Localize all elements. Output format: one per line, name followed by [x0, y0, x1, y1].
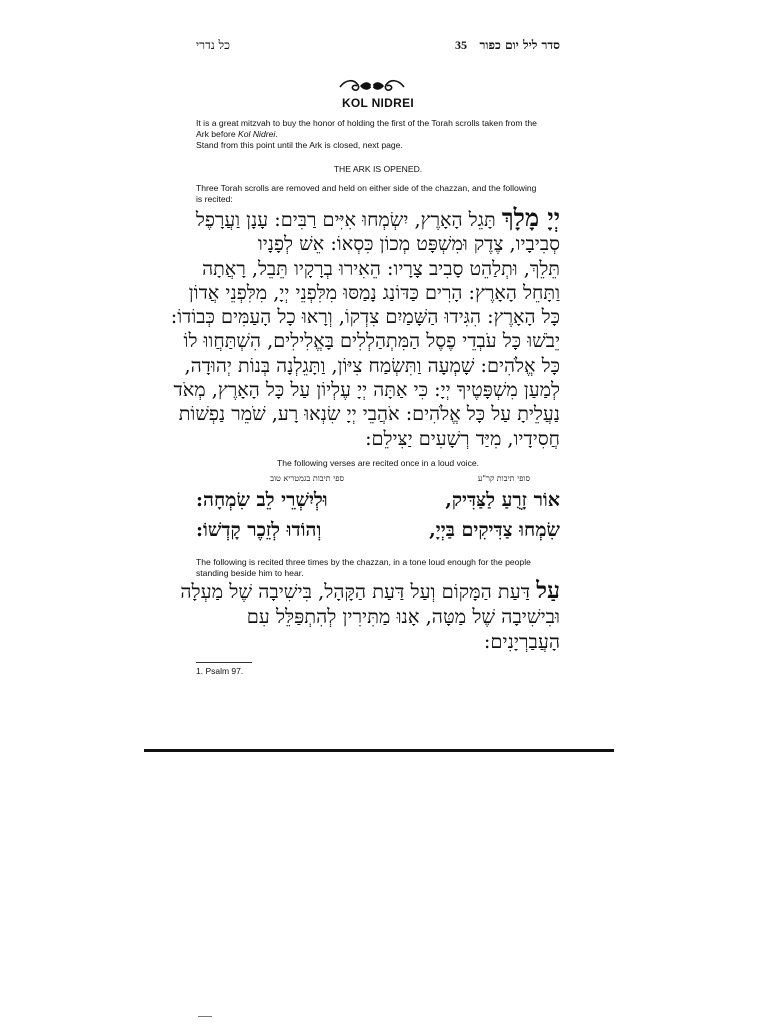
page-bottom-rule — [144, 749, 614, 752]
running-title-right — [455, 38, 560, 53]
kol-nidrei-preface-text — [180, 577, 560, 654]
verse-label-right: סופי תיבות קר"ע — [477, 474, 530, 483]
psalm-97-text — [170, 203, 560, 451]
section-title: KOL NIDREI — [341, 96, 415, 110]
footnote-divider — [196, 662, 252, 663]
verse-second-half: וּלְיִשְׁרֵי לֵב שִׂמְחָה: — [196, 489, 328, 511]
running-header — [196, 38, 560, 54]
intro-line: It is a great mitzvah to buy the honor of holding the first of the Torah scrolls taken from the — [196, 118, 537, 128]
psalm-line: תֵּלֵךְ, וּתְלַהֵט סָבִיב צָרָיו: הֵאִירוּ בְרָקָיו תֵּבֵל, רָאֲתָה — [202, 256, 560, 280]
psalm-line: לְמַעַן מִשְׁפָּטֶיךָ יְיָ: כִּי אַתָּה יְיָ עֶלְיוֹן עַל כָּל הָאָרֶץ, מְאֹד — [173, 378, 560, 402]
ark-opened-note: THE ARK IS OPENED. — [333, 164, 423, 174]
preface-line-text: דַּעַת הַמָּקוֹם וְעַל דַּעַת הַקָּהָל, בִּישִׁיבָה שֶׁל מַעְלָה — [180, 580, 531, 603]
instruction-line: Three Torah scrolls are removed and held on either side of the chazzan, and the following — [196, 183, 537, 193]
psalm-line: חֲסִידָיו, מִיַּד רְשָׁעִים יַצִּילֵם: — [365, 426, 560, 450]
verse-second-half: וְהוֹדוּ לְזֵכֶר קָדְשׁוֹ: — [196, 519, 322, 541]
preface-line — [180, 577, 560, 604]
loud-verses — [196, 485, 560, 545]
intro-text: . — [275, 129, 278, 139]
psalm-line — [195, 203, 560, 232]
preface-first-word: עַל — [536, 577, 560, 604]
preface-line: הָעֲבַרְיָנִים: — [483, 630, 560, 653]
intro-line: Stand from this point until the Ark is closed, next page. — [196, 140, 403, 150]
psalm-line: וַתָּחֵל הָאָרֶץ: הָרִים כַּדּוֹנַג נָמַסּוּ מִלִּפְנֵי יְיָ, מִלִּפְנֵי אֲדוֹן — [188, 280, 560, 304]
psalm-line: סְבִיבָיו, צֶדֶק וּמִשְׁפָּט מְכוֹן כִּסְאוֹ: אֵשׁ לְפָנָיו — [257, 232, 560, 256]
instruction-line: is recited: — [196, 194, 233, 204]
intro-paragraph — [196, 118, 560, 151]
psalm-line: כָּל אֱלֹהִים: שָׁמְעָה וַתִּשְׂמַח צִיּוֹן, וַתָּגֵלְנָה בְּנוֹת יְהוּדָה, — [184, 353, 560, 377]
verse-row — [196, 485, 560, 515]
psalm-line: יֵבֹשׁוּ כָּל עֹבְדֵי פֶסֶל הַמִּתְהַלְלִים בָּאֱלִילִים, הִשְׁתַּחֲווּ לוֹ — [183, 329, 560, 353]
scrolls-instruction — [196, 183, 560, 205]
ornament-icon — [336, 78, 408, 94]
loud-voice-instruction: The following verses are recited once in a loud voice. — [276, 458, 480, 468]
running-title-left: כל נדרי — [196, 38, 231, 52]
intro-italic: Kol Nidrei — [238, 129, 276, 139]
scan-mark — [198, 1016, 212, 1017]
psalm-line: נַעֲלֵיתָ עַל כָּל אֱלֹהִים: אֹהֲבֵי יְיָ שִׂנְאוּ רָע, שֹׁמֵר נַפְשׁוֹת — [178, 402, 560, 426]
instruction-line: The following is recited three times by the chazzan, in a tone loud enough for the people — [196, 557, 531, 567]
preface-line: וּבִישִׁיבָה שֶׁל מַטָּה, אָנוּ מַתִּירִין לְהִתְפַּלֵּל עִם — [246, 605, 560, 628]
intro-line — [196, 129, 560, 140]
psalm-line: כָּל הָאָרֶץ: הִגִּידוּ הַשָּׁמַיִם צִדְקוֹ, וְרָאוּ כָל הָעַמִּים כְּבוֹדוֹ: — [170, 305, 560, 329]
verse-first-half: שִׂמְחוּ צַדִּיקִים בַּיְיָ, — [429, 519, 560, 541]
instruction-line: standing beside him to hear. — [196, 568, 304, 578]
footnote: 1. Psalm 97. — [196, 666, 244, 676]
intro-text: Ark before — [196, 129, 239, 139]
verse-label-left: ספי תיבות בגמטריא טוב — [270, 474, 344, 483]
page-number: 35 — [454, 38, 467, 52]
verse-row — [196, 515, 560, 545]
psalm-first-word: יְיָ מָלָךְ — [501, 203, 560, 232]
verse-first-half: אוֹר זָרֻעַ לַצַּדִּיק, — [445, 489, 560, 511]
running-title-text: סדר ליל יום כפור — [479, 38, 560, 52]
chazzan-instruction — [196, 557, 560, 579]
psalm-line-text: תָּגֵל הָאָרֶץ, יִשְׂמְחוּ אִיִּים רַבִּים: עָנָן וַעֲרָפֶל — [195, 208, 496, 231]
